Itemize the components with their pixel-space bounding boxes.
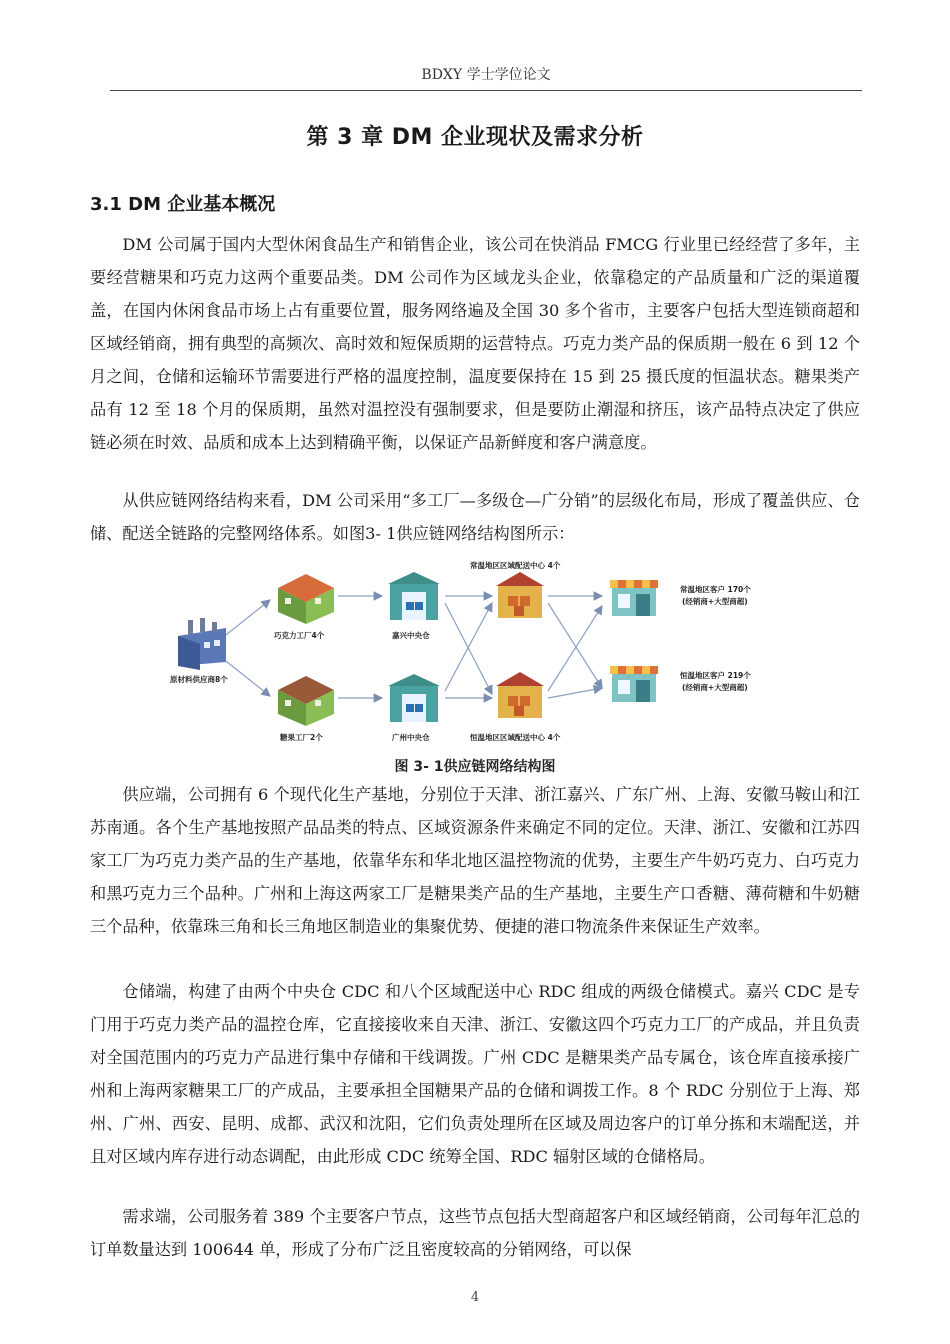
paragraph-network-structure: 从供应链网络结构来看，DM 公司采用“多工厂—多级仓—广分销”的层级化布局，形成了覆盖供应、仓储、配送全链路的完整网络体系。如图3- 1供应链网络结构图所示： [90, 491, 860, 543]
paragraph-warehousing: 仓储端，构建了由两个中央仓 CDC 和八个区域配送中心 RDC 组成的两级仓储模式。嘉兴 CDC 是专门用于巧克力类产品的温控仓库，它直接接收来自天津、浙江、安徽这四个巧克力工厂的产成品，并且负责对全国范围内的巧克力产品进行集中存储和干线调拨。广州 CDC 是糖果类产品专属仓，该仓库直接承接广州和上海两家糖果工厂的产成品，主要承担全国糖果产品的仓储和调拨工作。8 个 RDC 分别位于上海、郑州、广州、西安、昆明、成都、武汉和沈阳，它们负责处理所在区域及周边客户的订单分拣和末端配送，并且对区域内库存进行动态调配，由此形成 CDC 统筹全国、RDC 辐射区域的仓储格局。 [90, 982, 860, 1166]
header-rule [110, 90, 862, 91]
candy-factory-icon [278, 676, 334, 726]
chapter-title: 第 3 章 DM 企业现状及需求分析 [306, 125, 644, 150]
label-temp-rdc: 恒温地区区域配送中心 4个 [470, 733, 561, 742]
label-candy-factory: 糖果工厂2个 [280, 733, 323, 742]
guangzhou-cdc-warehouse-icon [388, 674, 440, 722]
supply-chain-network-figure [170, 558, 780, 748]
label-ambient-rdc: 常温地区区域配送中心 4个 [470, 561, 561, 570]
running-header: BDXY 学士学位论文 [421, 67, 551, 83]
paragraph-demand-side: 需求端，公司服务着 389 个主要客户节点，这些节点包括大型商超客户和区域经销商，公司每年汇总的订单数量达到 100644 单，形成了分布广泛且密度较高的分销网络，可以保 [90, 1207, 860, 1259]
temp-rdc-icon [496, 672, 544, 718]
temp-customer-shop-icon [610, 666, 658, 702]
chocolate-factory-icon [278, 574, 334, 624]
paragraph-overview: DM 公司属于国内大型休闲食品生产和销售企业，该公司在快消品 FMCG 行业里已经经营了多年，主要经营糖果和巧克力这两个重要品类。DM 公司作为区域龙头企业，依靠稳定的产品质量和广泛的渠道覆盖，在国内休闲食品市场上占有重要位置，服务网络遍及全国 30 多个省市，主要客户包括大型连锁商超和区域经销商，拥有典型的高频次、高时效和短保质期的运营特点。巧克力类产品的保质期一般在 6 到 12 个月之间，仓储和运输环节需要进行严格的温度控制，温度要保持在 15 到 25 摄氏度的恒温状态。糖果类产品有 12 至 18 个月的保质期，虽然对温控没有强制要求，但是要防止潮湿和挤压，该产品特点决定了供应链必须在时效、品质和成本上达到精确平衡，以保证产品新鲜度和客户满意度。 [90, 235, 860, 452]
page-number: 4 [470, 1290, 480, 1305]
label-temp-customers-sub: (经销商+大型商超) [682, 683, 748, 692]
jiaxing-cdc-warehouse-icon [388, 572, 440, 620]
ambient-rdc-icon [496, 572, 544, 618]
label-chocolate-factory: 巧克力工厂4个 [274, 631, 325, 640]
supplier-factory-icon [178, 618, 226, 670]
figure-caption: 图 3- 1供应链网络结构图 [394, 759, 556, 775]
label-jiaxing-cdc: 嘉兴中央仓 [392, 631, 430, 640]
ambient-customer-shop-icon [610, 580, 658, 616]
label-ambient-customers-sub: (经销商+大型商超) [682, 597, 748, 606]
label-guangzhou-cdc: 广州中央仓 [392, 733, 430, 742]
section-title: 3.1 DM 企业基本概况 [90, 194, 276, 215]
label-ambient-customers: 常温地区客户 170个 [680, 585, 751, 594]
label-supplier: 原材料供应商8个 [170, 675, 228, 684]
label-temp-customers: 恒温地区客户 219个 [680, 671, 751, 680]
paragraph-supply-side: 供应端，公司拥有 6 个现代化生产基地，分别位于天津、浙江嘉兴、广东广州、上海、安徽马鞍山和江苏南通。各个生产基地按照产品品类的特点、区域资源条件来确定不同的定位。天津、浙江、安徽和江苏四家工厂为巧克力类产品的生产基地，依靠华东和华北地区温控物流的优势，主要生产牛奶巧克力、白巧克力和黑巧克力三个品种。广州和上海这两家工厂是糖果类产品的生产基地，主要生产口香糖、薄荷糖和牛奶糖三个品种，依靠珠三角和长三角地区制造业的集聚优势、便捷的港口物流条件来保证生产效率。 [90, 785, 860, 936]
